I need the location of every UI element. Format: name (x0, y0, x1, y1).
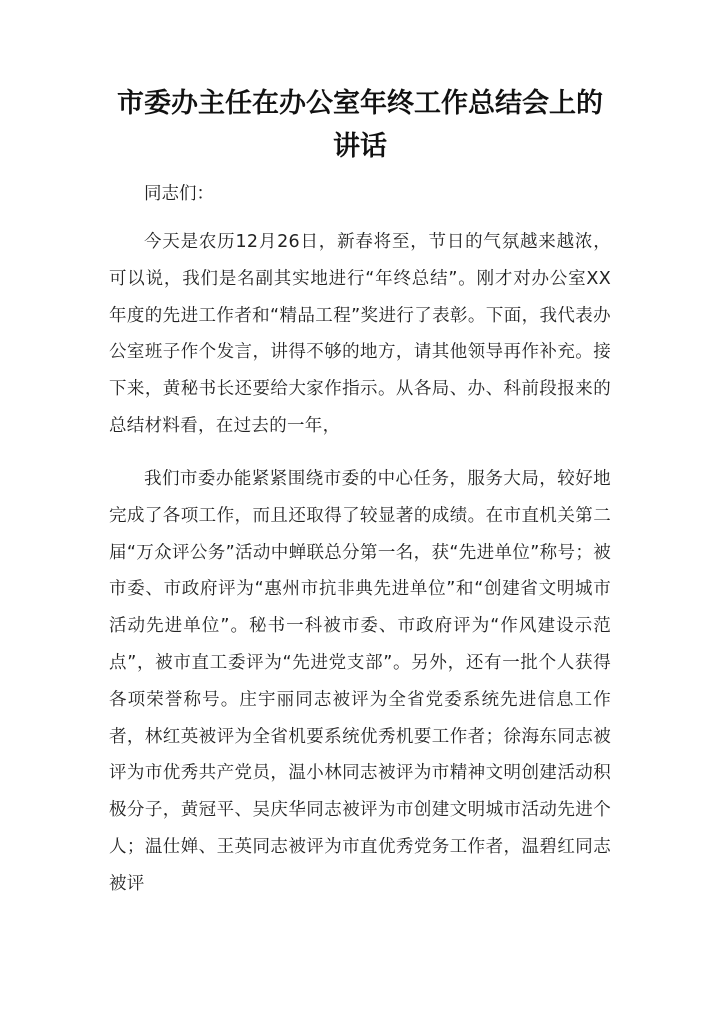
paragraph-2: 我们市委办能紧紧围绕市委的中心任务，服务大局，较好地完成了各项工作，而且还取得了较显著的成绩。在市直机关第二届“万众评公务”活动中蝉联总分第一名，获“先进单位”称号；被市委、市政府评为“惠州市抗非典先进单位”和“创建省文明城市活动先进单位”。秘书一科被市委、市政府评为“作风建设示范点”，被市直工委评为“先进党支部”。另外，还有一批个人获得各项荣誉称号。庄宇丽同志被评为全省党委系统先进信息工作者，林红英被评为全省机要系统优秀机要工作者；徐海东同志被评为市优秀共产党员，温小林同志被评为市精神文明创建活动积极分子，黄冠平、吴庆华同志被评为市创建文明城市活动先进个人；温仕婵、王英同志被评为市直优秀党务工作者，温碧红同志被评 (109, 469, 611, 894)
document-title (100, 82, 620, 168)
title-line-1: 市委办主任在办公室年终工作总结会上的 (117, 88, 603, 119)
salutation: 同志们： (144, 184, 214, 204)
paragraph-1: 今天是农历12月26日，新春将至，节日的气氛越来越浓，可以说，我们是名副其实地进行“年终总结”。刚才对办公室XX年度的先进工作者和“精品工程”奖进行了表彰。下面，我代表办公室班子作个发言，讲得不够的地方，请其他领导再作补充。接下来，黄秘书长还要给大家作指示。从各局、办、科前段报来的总结材料看，在过去的一年， (109, 232, 611, 436)
title-line-2: 讲话 (333, 131, 387, 162)
